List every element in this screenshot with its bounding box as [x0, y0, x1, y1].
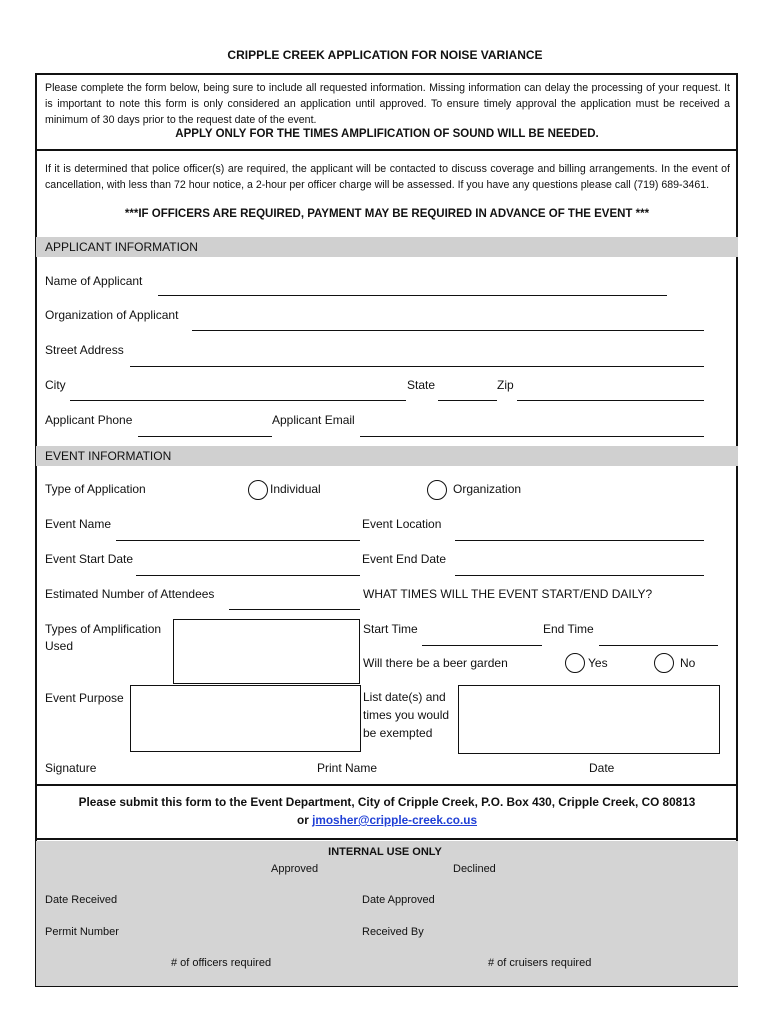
email-label: Applicant Email [272, 413, 355, 427]
date-label: Date [589, 761, 615, 775]
beer-yes-radio[interactable] [565, 653, 585, 673]
exempt-label: List date(s) and [363, 690, 446, 704]
internal-use-section [36, 841, 738, 986]
individual-radio[interactable] [248, 480, 268, 500]
start-date-label: Event Start Date [45, 552, 134, 566]
purpose-textbox[interactable] [130, 685, 361, 752]
start-time-field[interactable] [422, 645, 542, 646]
end-time-field[interactable] [599, 645, 718, 646]
phone-field[interactable] [138, 436, 272, 437]
divider [36, 149, 738, 151]
street-field[interactable] [130, 366, 704, 367]
name-label: Name of Applicant [45, 274, 143, 288]
beer-no-label: No [680, 656, 696, 670]
exempt-label-cont2: be exempted [363, 726, 433, 740]
received-by-label: Received By [362, 926, 424, 938]
beer-garden-label: Will there be a beer garden [363, 656, 508, 670]
event-location-field[interactable] [455, 540, 704, 541]
organization-option-label: Organization [453, 482, 522, 496]
exempt-label-cont: times you would [363, 708, 450, 722]
declined-label: Declined [453, 863, 496, 875]
submit-instructions: Please submit this form to the Event Department, City of Cripple Creek, P.O. Box 430, Cripple Creek, CO 80813 [78, 795, 696, 809]
city-label: City [45, 378, 66, 392]
intro-emphasis: APPLY ONLY FOR THE TIMES AMPLIFICATION OF SOUND WILL BE NEEDED. [175, 128, 599, 140]
approved-label: Approved [271, 863, 319, 875]
amplification-textbox[interactable] [173, 619, 360, 684]
event-name-label: Event Name [45, 517, 112, 531]
start-time-label: Start Time [363, 622, 418, 636]
submit-email-line [36, 813, 738, 827]
attendees-label: Estimated Number of Attendees [45, 587, 215, 601]
zip-field[interactable] [517, 400, 704, 401]
times-question: WHAT TIMES WILL THE EVENT START/END DAILY? [363, 587, 653, 601]
divider [36, 838, 738, 840]
signature-label: Signature [45, 761, 97, 775]
divider [36, 784, 738, 786]
event-name-field[interactable] [116, 540, 360, 541]
zip-label: Zip [497, 378, 514, 392]
start-date-field[interactable] [136, 575, 360, 576]
event-section-header: EVENT INFORMATION [36, 446, 738, 466]
amplification-label-cont: Used [45, 639, 74, 653]
organization-label: Organization of Applicant [45, 308, 179, 322]
cruisers-required-label: # of cruisers required [488, 957, 592, 969]
email-field[interactable] [360, 436, 704, 437]
police-text: If it is determined that police officer(s) are required, the applicant will be contacted to discuss coverage and billing arrangements. In the event of cancellation, with less than 72 hour notice, a 2-hour per officer charge will be assessed. If you have any questions please call (719) 689-3461. [45, 163, 730, 191]
individual-option-label: Individual [270, 482, 321, 496]
attendees-field[interactable] [229, 609, 360, 610]
exempt-textbox[interactable] [458, 685, 720, 754]
beer-yes-label: Yes [588, 656, 608, 670]
intro-text: Please complete the form below, being sure to include all requested information. Missing information can delay the processing of your request. It is important to note this form is only considered an application until approved. To ensure timely approval the application must be received a minimum of 30 days prior to the request date of the event. [45, 82, 730, 126]
permit-number-label: Permit Number [45, 926, 119, 938]
type-label: Type of Application [45, 482, 146, 496]
organization-field[interactable] [192, 330, 704, 331]
date-received-label: Date Received [45, 894, 118, 906]
police-emphasis: ***IF OFFICERS ARE REQUIRED, PAYMENT MAY BE REQUIRED IN ADVANCE OF THE EVENT *** [124, 208, 650, 220]
city-field[interactable] [70, 400, 406, 401]
end-time-label: End Time [543, 622, 594, 636]
amplification-label: Types of Amplification [45, 622, 162, 636]
purpose-label: Event Purpose [45, 691, 124, 705]
end-date-label: Event End Date [362, 552, 447, 566]
date-approved-label: Date Approved [362, 894, 435, 906]
organization-radio[interactable] [427, 480, 447, 500]
internal-header: INTERNAL USE ONLY [328, 846, 442, 858]
street-label: Street Address [45, 343, 124, 357]
submit-or: or [296, 813, 309, 827]
officers-required-label: # of officers required [171, 957, 272, 969]
state-field[interactable] [438, 400, 497, 401]
event-location-label: Event Location [362, 517, 442, 531]
name-field[interactable] [158, 295, 667, 296]
page-title: CRIPPLE CREEK APPLICATION FOR NOISE VARIANCE [227, 48, 543, 62]
beer-no-radio[interactable] [654, 653, 674, 673]
applicant-section-header: APPLICANT INFORMATION [36, 237, 738, 257]
phone-label: Applicant Phone [45, 413, 133, 427]
end-date-field[interactable] [455, 575, 704, 576]
state-label: State [407, 378, 436, 392]
submit-email-link[interactable]: jmosher@cripple-creek.co.us [312, 813, 478, 827]
print-name-label: Print Name [317, 761, 378, 775]
